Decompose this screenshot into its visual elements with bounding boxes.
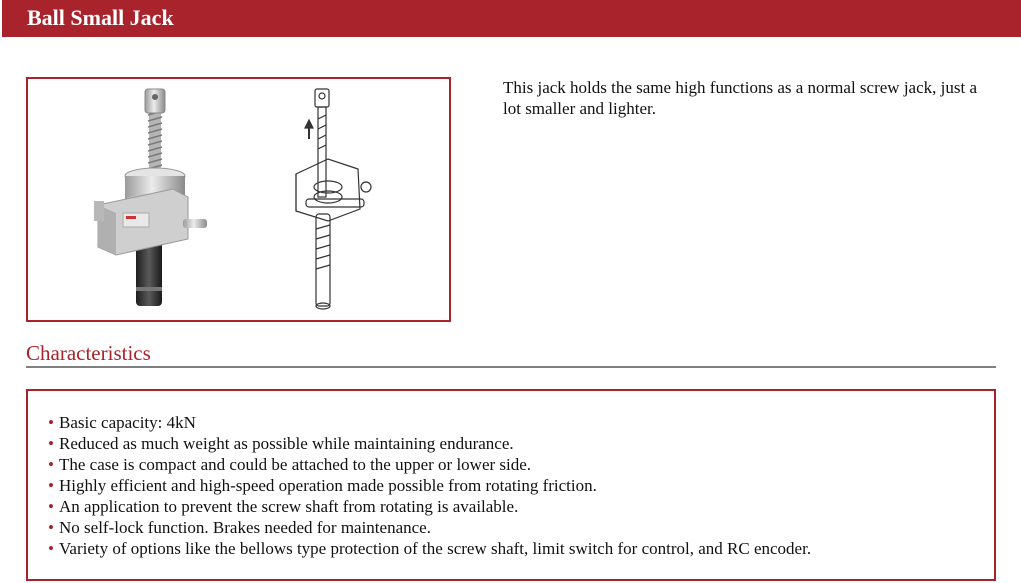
bullet-icon: • (48, 455, 54, 474)
section-divider (26, 366, 996, 368)
list-item: • Variety of options like the bellows type protection of the screw shaft, limit switch for control, and RC encoder. (48, 539, 812, 558)
bullet-icon: • (48, 434, 54, 453)
characteristics-box (26, 389, 996, 581)
bullet-icon: • (48, 539, 54, 558)
characteristics-list (48, 412, 811, 559)
jack-cutaway-diagram (296, 89, 371, 309)
characteristics-heading: Characteristics (26, 341, 151, 365)
list-item: • Basic capacity: 4kN (48, 413, 196, 432)
product-images (28, 79, 449, 320)
title-bar (2, 0, 1021, 37)
list-item: • Highly efficient and high-speed operation made possible from rotating friction. (48, 476, 597, 495)
bullet-icon: • (48, 518, 54, 537)
product-description: This jack holds the same high functions as a normal screw jack, just a lot smaller and lighter. (503, 78, 977, 118)
list-item: • An application to prevent the screw shaft from rotating is available. (48, 497, 519, 516)
list-item: • No self-lock function. Brakes needed for maintenance. (48, 518, 431, 537)
jack-photo (94, 89, 207, 306)
bullet-icon: • (48, 413, 54, 432)
list-item: • The case is compact and could be attached to the upper or lower side. (48, 455, 532, 474)
bullet-icon: • (48, 476, 54, 495)
product-image-frame (26, 77, 451, 322)
bullet-icon: • (48, 497, 54, 516)
page-title: Ball Small Jack (27, 5, 174, 30)
list-item: • Reduced as much weight as possible while maintaining endurance. (48, 434, 514, 453)
